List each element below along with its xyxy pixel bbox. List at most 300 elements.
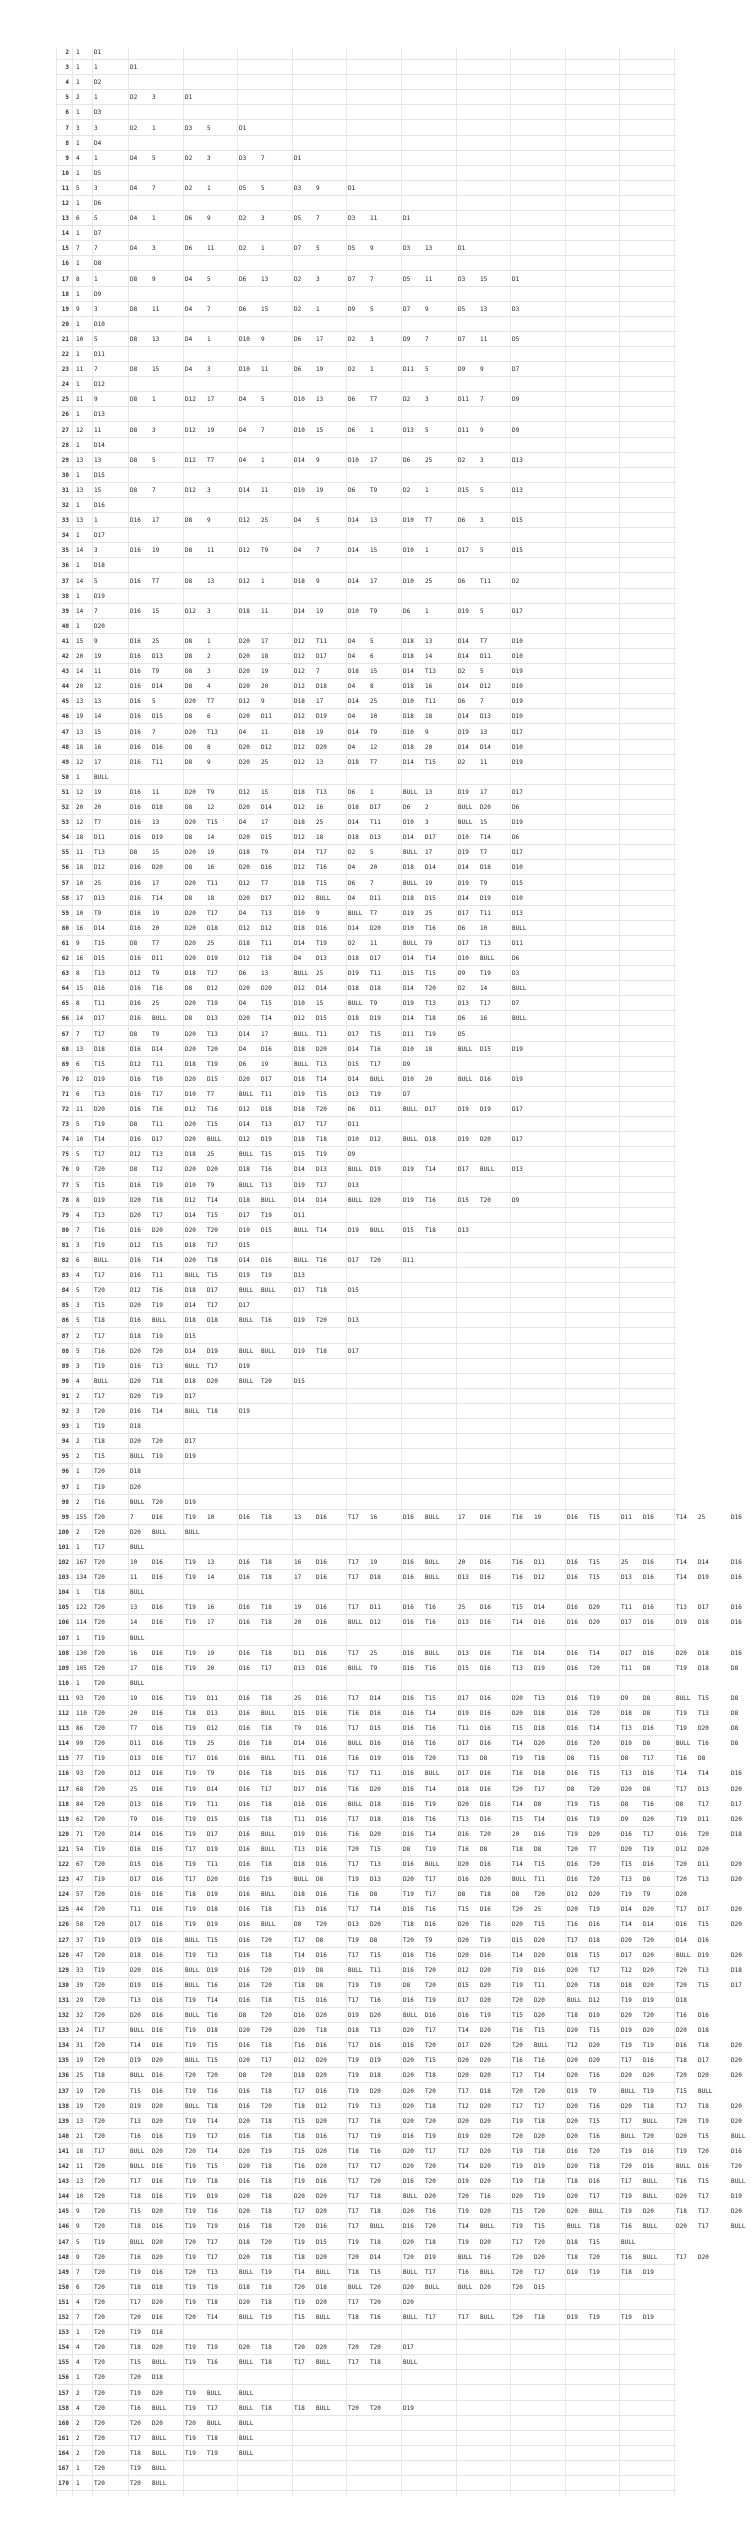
- dart-cell: T20: [403, 2254, 414, 2261]
- dart-cell: T19: [185, 2405, 196, 2412]
- dart-cell: D14: [239, 1257, 250, 1264]
- dart-cell: 19: [207, 849, 215, 856]
- dart-cell: 5: [370, 638, 374, 645]
- dart-cell: D17: [698, 2057, 709, 2064]
- route-count: 20: [76, 804, 84, 811]
- dart-cell: D14: [403, 759, 414, 766]
- dart-cell: D17: [370, 804, 381, 811]
- dart-cell: T17: [534, 2269, 545, 2276]
- dart-cell: T19: [621, 2042, 632, 2049]
- dart-cell: BULL: [480, 2223, 495, 2230]
- table-row: [56, 1090, 676, 1102]
- dart-cell: D20: [185, 880, 196, 887]
- dart-cell: 25: [207, 1740, 215, 1747]
- dart-cell: T20: [512, 1786, 523, 1793]
- dart-cell: T19: [130, 2390, 141, 2397]
- dart-cell: 13: [425, 245, 433, 252]
- dart-cell: T20: [621, 2163, 632, 2170]
- dart-cell: D8: [316, 1982, 324, 1989]
- dart-cell: T20: [425, 2223, 436, 2230]
- dart-cell: T20: [512, 2088, 523, 2095]
- dart-cell: T19: [370, 1982, 381, 1989]
- dart-cell: D4: [294, 955, 302, 962]
- dart-cell: T13: [458, 1755, 469, 1762]
- dart-cell: T14: [261, 1015, 272, 1022]
- dart-cell: T18: [643, 2103, 654, 2110]
- dart-cell: D14: [185, 1212, 196, 1219]
- dart-cell: T17: [348, 1559, 359, 1566]
- dart-cell: T16: [294, 2163, 305, 2170]
- first-dart: T20: [94, 1710, 105, 1717]
- table-row: [56, 395, 676, 407]
- dart-cell: 15: [152, 849, 160, 856]
- dart-cell: D20: [403, 2163, 414, 2170]
- dart-cell: T17: [207, 910, 218, 917]
- dart-cell: T17: [316, 849, 327, 856]
- dart-cell: 1: [207, 336, 211, 343]
- dart-cell: BULL: [676, 1740, 691, 1747]
- first-dart: T13: [94, 1212, 105, 1219]
- dart-cell: D6: [512, 834, 520, 841]
- dart-cell: T18: [261, 2284, 272, 2291]
- first-dart: T20: [94, 1408, 105, 1415]
- dart-cell: 19: [316, 608, 324, 615]
- dart-cell: D8: [403, 1846, 411, 1853]
- dart-cell: T11: [534, 1982, 545, 1989]
- dart-cell: T19: [512, 2163, 523, 2170]
- dart-cell: D2: [458, 668, 466, 675]
- dart-cell: D20: [239, 2254, 250, 2261]
- dart-cell: D6: [458, 578, 466, 585]
- dart-cell: D18: [348, 804, 359, 811]
- score-label: 88: [61, 1348, 69, 1355]
- dart-cell: T15: [698, 1695, 709, 1702]
- route-count: 1: [76, 109, 80, 116]
- dart-cell: T19: [348, 2103, 359, 2110]
- route-count: 10: [76, 336, 84, 343]
- dart-cell: T17: [425, 2314, 436, 2321]
- dart-cell: D6: [458, 698, 466, 705]
- dart-cell: T14: [152, 1257, 163, 1264]
- dart-cell: T14: [676, 1574, 687, 1581]
- dart-cell: D13: [370, 834, 381, 841]
- dart-cell: T19: [185, 2088, 196, 2095]
- score-label: 12: [61, 200, 69, 207]
- dart-cell: BULL: [261, 1846, 276, 1853]
- dart-cell: D17: [316, 653, 327, 660]
- dart-cell: T7: [207, 1091, 215, 1098]
- route-count: 1: [76, 593, 80, 600]
- dart-cell: D16: [152, 2269, 163, 2276]
- dart-cell: BULL: [185, 1982, 200, 1989]
- dart-cell: T15: [534, 1861, 545, 1868]
- route-count: 1: [76, 1484, 80, 1491]
- dart-cell: BULL: [316, 2405, 331, 2412]
- dart-cell: D14: [152, 1046, 163, 1053]
- table-row: [56, 2222, 746, 2234]
- dart-cell: T16: [567, 1921, 578, 1928]
- dart-cell: D16: [239, 1816, 250, 1823]
- dart-cell: D10: [403, 578, 414, 585]
- dart-cell: D20: [403, 2284, 414, 2291]
- dart-cell: D16: [239, 1846, 250, 1853]
- dart-cell: T19: [567, 1801, 578, 1808]
- first-dart: D19: [94, 1197, 105, 1204]
- dart-cell: D17: [698, 1906, 709, 1913]
- score-label: 114: [58, 1740, 69, 1747]
- dart-cell: D16: [207, 1755, 218, 1762]
- dart-cell: D19: [239, 1363, 250, 1370]
- score-label: 66: [61, 1015, 69, 1022]
- dart-cell: D16: [239, 2178, 250, 2185]
- route-count: 2: [76, 1529, 80, 1536]
- dart-cell: D2: [348, 366, 356, 373]
- dart-cell: D18: [239, 1197, 250, 1204]
- dart-cell: D10: [239, 336, 250, 343]
- dart-cell: T11: [294, 1755, 305, 1762]
- dart-cell: D16: [643, 1861, 654, 1868]
- dart-cell: D16: [152, 1906, 163, 1913]
- dart-cell: 7: [316, 668, 320, 675]
- dart-cell: D18: [294, 880, 305, 887]
- dart-cell: BULL: [676, 2163, 691, 2170]
- dart-cell: D18: [348, 2027, 359, 2034]
- dart-cell: D8: [130, 396, 138, 403]
- dart-cell: D16: [643, 2057, 654, 2064]
- dart-cell: D4: [185, 336, 193, 343]
- dart-cell: T16: [152, 1287, 163, 1294]
- dart-cell: BULL: [403, 2012, 418, 2019]
- dart-cell: 19: [534, 1514, 542, 1521]
- table-row: [56, 622, 676, 634]
- score-label: 73: [61, 1121, 69, 1128]
- dart-cell: T17: [185, 1755, 196, 1762]
- dart-cell: T16: [643, 1801, 654, 1808]
- dart-cell: 25: [152, 1000, 160, 1007]
- dart-cell: D20: [698, 1846, 709, 1853]
- dart-cell: D6: [458, 1015, 466, 1022]
- dart-cell: D20: [185, 1257, 196, 1264]
- dart-cell: D16: [239, 1801, 250, 1808]
- score-label: 49: [61, 759, 69, 766]
- dart-cell: D10: [512, 638, 523, 645]
- dart-cell: D4: [239, 819, 247, 826]
- dart-cell: T20: [425, 2178, 436, 2185]
- dart-cell: T20: [348, 2344, 359, 2351]
- dart-cell: T20: [425, 1755, 436, 1762]
- dart-cell: D18: [589, 1937, 600, 1944]
- dart-cell: BULL: [425, 1574, 440, 1581]
- dart-cell: D16: [480, 1650, 491, 1657]
- first-dart: D5: [94, 170, 102, 177]
- dart-cell: D15: [152, 713, 163, 720]
- dart-cell: D8: [185, 683, 193, 690]
- dart-cell: T18: [621, 2269, 632, 2276]
- dart-cell: T17: [512, 2103, 523, 2110]
- dart-cell: 11: [207, 547, 215, 554]
- dart-cell: D20: [130, 1212, 141, 1219]
- dart-cell: 15: [152, 366, 160, 373]
- dart-cell: D20: [239, 2027, 250, 2034]
- table-row: [56, 1407, 676, 1419]
- route-count: 2: [76, 94, 80, 101]
- dart-cell: BULL: [512, 985, 527, 992]
- route-count: 10: [76, 2193, 84, 2200]
- dart-cell: D20: [643, 1816, 654, 1823]
- dart-cell: D16: [130, 608, 141, 615]
- dart-cell: D20: [370, 2012, 381, 2019]
- score-label: 92: [61, 1408, 69, 1415]
- dart-cell: T19: [261, 2148, 272, 2155]
- score-label: 109: [58, 1665, 69, 1672]
- dart-cell: 3: [207, 487, 211, 494]
- dart-cell: 1: [207, 185, 211, 192]
- dart-cell: BULL: [731, 2223, 746, 2230]
- dart-cell: D8: [130, 1121, 138, 1128]
- first-dart: T9: [94, 910, 102, 917]
- table-row: [56, 2434, 676, 2446]
- dart-cell: D12: [316, 2103, 327, 2110]
- dart-cell: D12: [676, 1846, 687, 1853]
- dart-cell: T18: [207, 1257, 218, 1264]
- first-dart: T20: [94, 1786, 105, 1793]
- dart-cell: D20: [239, 2193, 250, 2200]
- dart-cell: D16: [239, 1665, 250, 1672]
- dart-cell: D16: [643, 1650, 654, 1657]
- dart-cell: D20: [676, 2027, 687, 2034]
- dart-cell: T18: [261, 2193, 272, 2200]
- dart-cell: D16: [130, 985, 141, 992]
- dart-cell: D8: [621, 1755, 629, 1762]
- route-count: 114: [76, 1619, 87, 1626]
- dart-cell: D18: [316, 2284, 327, 2291]
- dart-cell: T19: [294, 2299, 305, 2306]
- dart-cell: 3: [207, 668, 211, 675]
- dart-cell: D16: [567, 1665, 578, 1672]
- dart-cell: T13: [698, 1710, 709, 1717]
- route-count: 18: [76, 864, 84, 871]
- table-row: [56, 1105, 676, 1117]
- first-dart: 5: [94, 215, 98, 222]
- route-count: 39: [76, 1982, 84, 1989]
- dart-cell: D20: [185, 849, 196, 856]
- dart-cell: T9: [261, 849, 269, 856]
- dart-cell: T17: [698, 2223, 709, 2230]
- route-count: 2: [76, 2450, 80, 2457]
- dart-cell: T19: [348, 2239, 359, 2246]
- dart-cell: D13: [512, 457, 523, 464]
- dart-cell: D20: [370, 1831, 381, 1838]
- dart-cell: D18: [130, 1423, 141, 1430]
- dart-cell: BULL: [425, 1770, 440, 1777]
- dart-cell: D16: [239, 2103, 250, 2110]
- dart-cell: T19: [676, 2148, 687, 2155]
- dart-cell: D20: [643, 2027, 654, 2034]
- dart-cell: T15: [425, 1695, 436, 1702]
- dart-cell: D18: [403, 895, 414, 902]
- dart-cell: D16: [239, 2088, 250, 2095]
- score-label: 62: [61, 955, 69, 962]
- dart-cell: D4: [130, 185, 138, 192]
- table-row: [56, 652, 676, 664]
- dart-cell: D13: [152, 653, 163, 660]
- dart-cell: D16: [403, 2133, 414, 2140]
- dart-cell: BULL: [261, 1921, 276, 1928]
- dart-cell: D19: [512, 819, 523, 826]
- dart-cell: T18: [261, 1559, 272, 1566]
- dart-cell: D20: [480, 1982, 491, 1989]
- dart-cell: D16: [261, 1257, 272, 1264]
- dart-cell: T17: [458, 2088, 469, 2095]
- dart-cell: D20: [239, 713, 250, 720]
- dart-cell: T20: [207, 2072, 218, 2079]
- first-dart: T19: [94, 1967, 105, 1974]
- dart-cell: 19: [152, 547, 160, 554]
- dart-cell: T9: [370, 608, 378, 615]
- dart-cell: D13: [348, 1921, 359, 1928]
- dart-cell: D12: [185, 487, 196, 494]
- dart-cell: D4: [348, 713, 356, 720]
- table-row: [56, 2268, 676, 2280]
- dart-cell: D16: [152, 2072, 163, 2079]
- dart-cell: D12: [185, 427, 196, 434]
- dart-cell: D13: [480, 713, 491, 720]
- dart-cell: T14: [152, 895, 163, 902]
- dart-cell: T13: [152, 1363, 163, 1370]
- dart-cell: D20: [643, 1982, 654, 1989]
- route-count: 13: [76, 457, 84, 464]
- dart-cell: D16: [316, 1665, 327, 1672]
- dart-cell: D20: [731, 1816, 742, 1823]
- dart-cell: T15: [512, 1604, 523, 1611]
- dart-cell: T18: [261, 1650, 272, 1657]
- table-row: [56, 1890, 687, 1902]
- dart-cell: D8: [698, 1755, 706, 1762]
- first-dart: T20: [94, 2012, 105, 2019]
- dart-cell: BULL: [621, 2088, 636, 2095]
- dart-cell: 25: [261, 517, 269, 524]
- dart-cell: D12: [370, 1619, 381, 1626]
- dart-cell: D16: [480, 1574, 491, 1581]
- dart-cell: D14: [348, 819, 359, 826]
- score-label: 75: [61, 1151, 69, 1158]
- dart-cell: BULL: [294, 970, 309, 977]
- dart-cell: D6: [239, 970, 247, 977]
- dart-cell: T19: [348, 1876, 359, 1883]
- dart-cell: T19: [185, 2193, 196, 2200]
- score-label: 146: [58, 2223, 69, 2230]
- first-dart: 7: [94, 366, 98, 373]
- dart-cell: D18: [316, 683, 327, 690]
- dart-cell: D4: [294, 547, 302, 554]
- first-dart: T17: [94, 1393, 105, 1400]
- dart-cell: D8: [185, 653, 193, 660]
- dart-cell: T11: [152, 1061, 163, 1068]
- route-count: 13: [76, 1046, 84, 1053]
- dart-cell: T15: [207, 1121, 218, 1128]
- dart-cell: D19: [348, 2012, 359, 2019]
- dart-cell: D16: [403, 1574, 414, 1581]
- table-row: [56, 1573, 742, 1585]
- dart-cell: D6: [294, 336, 302, 343]
- dart-cell: T16: [316, 864, 327, 871]
- dart-cell: D11: [621, 1514, 632, 1521]
- dart-cell: D19: [458, 849, 469, 856]
- dart-cell: T14: [512, 1619, 523, 1626]
- dart-cell: D16: [731, 1559, 742, 1566]
- dart-cell: T17: [370, 2163, 381, 2170]
- dart-cell: D16: [316, 1710, 327, 1717]
- dart-cell: 25: [207, 940, 215, 947]
- score-label: 31: [61, 487, 69, 494]
- dart-cell: D16: [676, 1831, 687, 1838]
- dart-cell: T15: [207, 2042, 218, 2049]
- dart-cell: D18: [403, 638, 414, 645]
- dart-cell: D14: [294, 457, 305, 464]
- first-dart: T20: [94, 1740, 105, 1747]
- dart-cell: T20: [731, 2163, 742, 2170]
- dart-cell: D13: [207, 1015, 218, 1022]
- dart-cell: D16: [316, 1906, 327, 1913]
- score-label: 38: [61, 593, 69, 600]
- dart-cell: D20: [239, 668, 250, 675]
- dart-cell: D16: [403, 1952, 414, 1959]
- dart-cell: T17: [698, 2208, 709, 2215]
- dart-cell: D20: [567, 2057, 578, 2064]
- dart-cell: D18: [403, 683, 414, 690]
- route-count: 2: [76, 2420, 80, 2427]
- dart-cell: D20: [480, 2284, 491, 2291]
- dart-cell: T18: [261, 2208, 272, 2215]
- dart-cell: BULL: [130, 1635, 145, 1642]
- dart-cell: D19: [239, 1272, 250, 1279]
- score-label: 143: [58, 2178, 69, 2185]
- dart-cell: T19: [152, 1453, 163, 1460]
- dart-cell: BULL: [512, 1876, 527, 1883]
- dart-cell: D12: [294, 653, 305, 660]
- dart-cell: D20: [480, 2072, 491, 2079]
- dart-cell: D20: [589, 2057, 600, 2064]
- dart-cell: D8: [643, 1786, 651, 1793]
- dart-cell: D19: [403, 2405, 414, 2412]
- dart-cell: D5: [294, 215, 302, 222]
- first-dart: D9: [94, 291, 102, 298]
- dart-cell: T7: [425, 517, 433, 524]
- dart-cell: T20: [403, 1937, 414, 1944]
- dart-cell: D20: [534, 1997, 545, 2004]
- dart-cell: T19: [152, 1302, 163, 1309]
- dart-cell: 10: [130, 1559, 138, 1566]
- dart-cell: T18: [261, 1801, 272, 1808]
- table-row: [56, 2011, 709, 2023]
- dart-cell: D20: [567, 2133, 578, 2140]
- dart-cell: D18: [185, 1151, 196, 1158]
- dart-cell: T17: [348, 2163, 359, 2170]
- dart-cell: T19: [512, 1967, 523, 1974]
- dart-cell: D5: [348, 245, 356, 252]
- dart-cell: T19: [185, 1952, 196, 1959]
- dart-cell: D6: [512, 804, 520, 811]
- dart-cell: T14: [512, 1801, 523, 1808]
- route-count: 5: [76, 1287, 80, 1294]
- route-count: 1: [76, 64, 80, 71]
- dart-cell: D16: [130, 1272, 141, 1279]
- dart-cell: BULL: [152, 2465, 167, 2472]
- dart-cell: 19: [316, 729, 324, 736]
- dart-cell: 17: [261, 819, 269, 826]
- dart-cell: D19: [676, 1619, 687, 1626]
- first-dart: D14: [94, 442, 105, 449]
